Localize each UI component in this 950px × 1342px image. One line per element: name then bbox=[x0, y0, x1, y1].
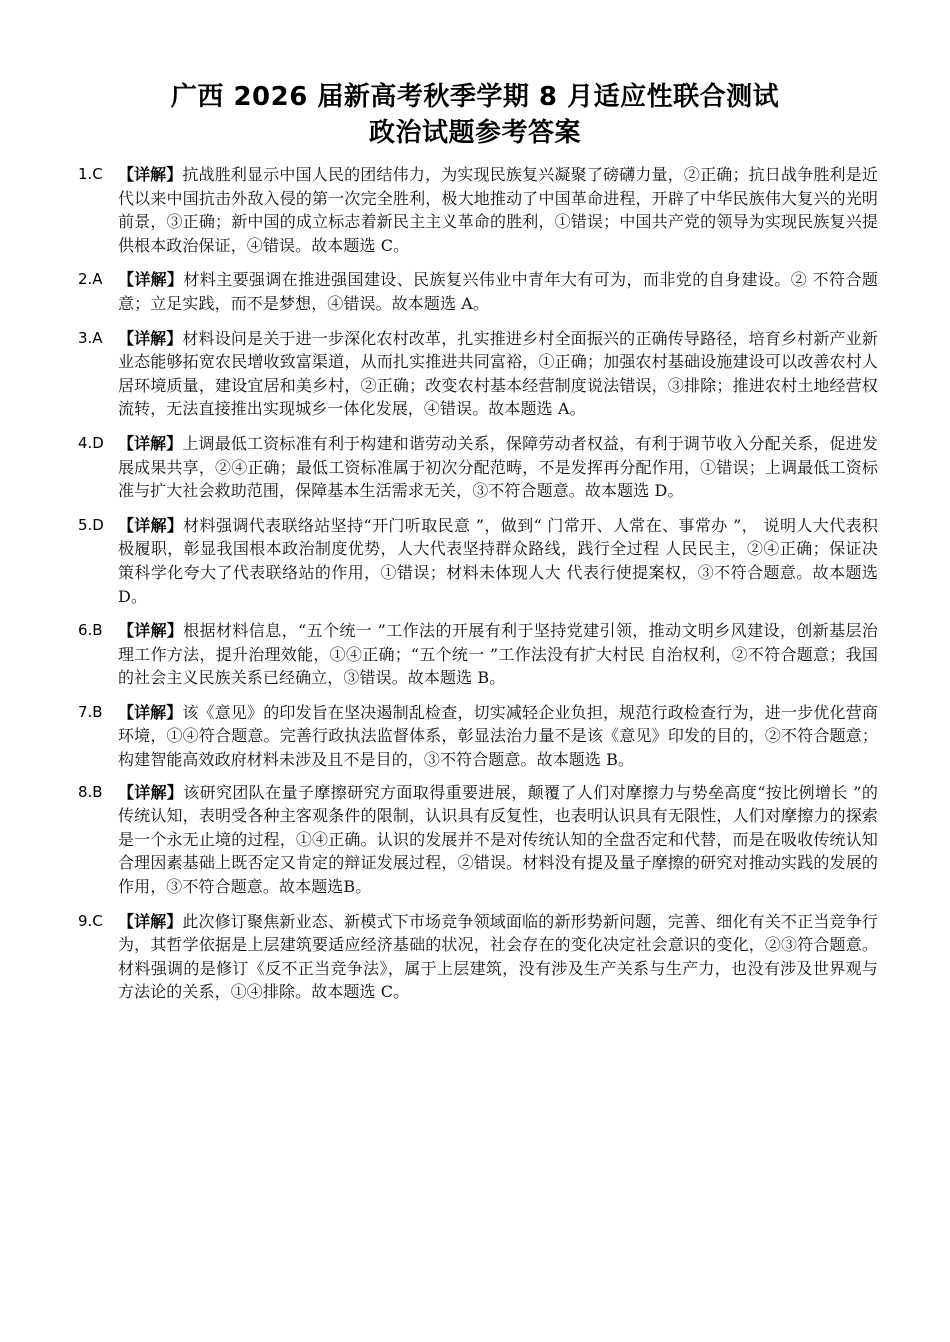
answer-item-8 bbox=[78, 781, 878, 899]
answer-item-2 bbox=[78, 268, 878, 315]
detail-tag: 【详解】 bbox=[118, 328, 183, 348]
answer-item-6 bbox=[78, 619, 878, 690]
answer-explanation: 材料设问是关于进一步深化农村改革，扎实推进乡村全面振兴的正确传导路径，培育乡村新产业新业态能够拓宽农民增收致富渠道，从而扎实推进共同富裕，①正确；加强农村基础设施建设可以改善农村人居环境质量，建设宜居和美乡村，②正确；改变农村基本经营制度说法错误，③排除；推进农村土地经营权流转，无法直接推出实现城乡一体化发展，④错误。故本题选 A。 bbox=[118, 328, 878, 419]
answer-number: 3.A bbox=[78, 328, 103, 347]
answer-explanation: 材料强调代表联络站坚持“开门听取民意 ”，做到“ 门常开、人常在、事常办 ”， 说明人大代表积极履职，彰显我国根本政治制度优势，人大代表坚持群众路线，践行全过程 人民民主，②④正确；保证决策科学化夸大了代表联络站的作用，①错误；材料未体现人大 代表行使提案权，③不符合题意。故本题选 D。 bbox=[118, 515, 878, 606]
answer-explanation: 根据材料信息，“五个统一 ”工作法的开展有利于坚持党建引领，推动文明乡风建设，创新基层治理工作方法，提升治理效能，①④正确；“五个统一 ”工作法没有扩大村民 自治权利，②不符合题意；我国的社会主义民族关系已经确立，③错误。故本题选 B。 bbox=[118, 621, 878, 688]
answer-explanation: 材料主要强调在推进强国建设、民族复兴伟业中青年大有可为，而非党的自身建设。② 不符合题意；立足实践，而不是梦想，④错误。故本题选 A。 bbox=[118, 270, 878, 313]
answer-item-3 bbox=[78, 327, 878, 421]
answer-number: 9.C bbox=[78, 911, 103, 930]
answer-item-7 bbox=[78, 701, 878, 772]
detail-tag: 【详解】 bbox=[118, 433, 183, 453]
answer-number: 4.D bbox=[78, 433, 104, 452]
answer-explanation: 该研究团队在量子摩擦研究方面取得重要进展，颠覆了人们对摩擦力与势垒高度“按比例增长 ”的传统认知，表明受各种主客观条件的限制，认识具有反复性，也表明认识具有无限性，人们对摩擦力的探索是一个永无止境的过程，①④正确。认识的发展并不是对传统认知的全盘否定和代替，而是在吸收传统认知合理因素基础上既否定又肯定的辩证发展过程，②错误。材料没有提及量子摩擦的研究对推动实践的发展的作用，③不符合题意。故本题选B。 bbox=[118, 782, 878, 897]
detail-tag: 【详解】 bbox=[118, 515, 184, 535]
answer-item-4 bbox=[78, 432, 878, 503]
answer-item-9 bbox=[78, 910, 878, 1004]
answer-list bbox=[78, 163, 878, 1015]
detail-tag: 【详解】 bbox=[118, 911, 183, 931]
detail-tag: 【详解】 bbox=[118, 621, 184, 641]
detail-tag: 【详解】 bbox=[118, 165, 183, 184]
answer-explanation: 此次修订聚焦新业态、新模式下市场竞争领域面临的新形势新问题，完善、细化有关不正当竞争行为，其哲学依据是上层建筑要适应经济基础的状况，社会存在的变化决定社会意识的变化，②③符合题意。材料强调的是修订《反不正当竞争法》，属于上层建筑，没有涉及生产关系与生产力，也没有涉及世界观与方法论的关系，①④排除。故本题选 C。 bbox=[118, 911, 878, 1002]
document-subtitle: 政治试题参考答案 bbox=[368, 118, 581, 148]
answer-explanation: 抗战胜利显示中国人民的团结伟力，为实现民族复兴凝聚了磅礴力量，②正确；抗日战争胜利是近代以来中国抗击外敌入侵的第一次完全胜利，极大地推动了中国革命进程，开辟了中华民族伟大复兴的光明前景，③正确；新中国的成立标志着新民主主义革命的胜利，①错误；中国共产党的领导为实现民族复兴提供根本政治保证，④错误。故本题选 C。 bbox=[118, 165, 878, 255]
answer-number: 5.D bbox=[78, 515, 104, 534]
answer-item-1 bbox=[78, 163, 878, 257]
answer-number: 7.B bbox=[78, 702, 103, 721]
answer-number: 6.B bbox=[78, 621, 103, 640]
answer-number: 1.C bbox=[78, 165, 103, 183]
detail-tag: 【详解】 bbox=[118, 702, 183, 722]
answer-explanation: 上调最低工资标准有利于构建和谐劳动关系，保障劳动者权益，有利于调节收入分配关系，促进发展成果共享，②④正确；最低工资标准属于初次分配范畴，不是发挥再分配作用，①错误；上调最低工资标准与扩大社会救助范围，保障基本生活需求无关，③不符合题意。故本题选 D。 bbox=[118, 433, 878, 501]
detail-tag: 【详解】 bbox=[118, 270, 184, 290]
answer-number: 8.B bbox=[78, 782, 103, 801]
answer-number: 2.A bbox=[78, 270, 103, 289]
detail-tag: 【详解】 bbox=[118, 782, 184, 802]
answer-explanation: 该《意见》的印发旨在坚决遏制乱检查，切实减轻企业负担，规范行政检查行为，进一步优化营商环境，①④符合题意。完善行政执法监督体系，彰显法治力量不是该《意见》印发的目的，②不符合题意；构建智能高效政府材料未涉及且不是目的，③不符合题意。故本题选 B。 bbox=[118, 702, 878, 770]
document-title: 广西 2026 届新高考秋季学期 8 月适应性联合测试 bbox=[170, 82, 780, 112]
answer-item-5 bbox=[78, 514, 878, 608]
